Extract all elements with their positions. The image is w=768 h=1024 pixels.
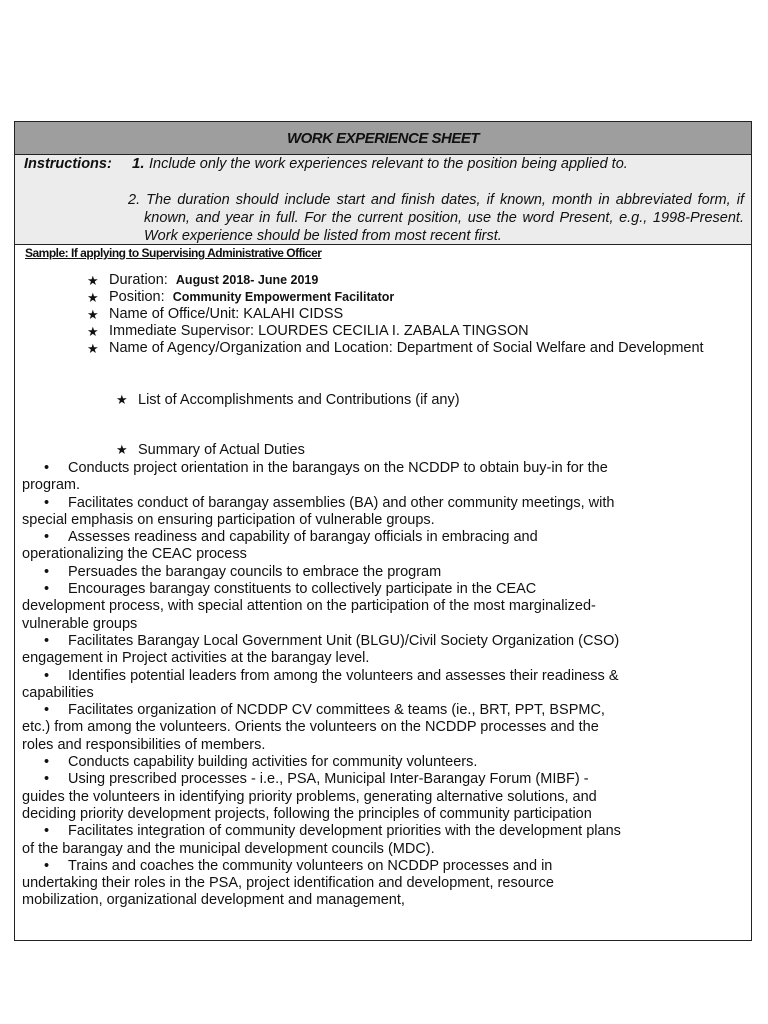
star-bullet-icon: ★	[87, 307, 99, 322]
position-label: Position:	[109, 289, 165, 305]
detail-agency	[87, 340, 745, 357]
duty-item	[22, 668, 622, 703]
star-bullet-icon: ★	[87, 324, 99, 339]
duty-item	[22, 754, 622, 771]
duty-item	[22, 771, 622, 823]
bullet-icon: •	[44, 460, 50, 476]
supervisor-text: Immediate Supervisor: LOURDES CECILIA I. ZABALA TINGSON	[109, 323, 529, 339]
instruction-number-1: 1.	[132, 155, 145, 172]
star-bullet-icon: ★	[87, 290, 99, 305]
detail-position	[87, 289, 745, 306]
agency-text: Name of Agency/Organization and Location: Department of Social Welfare and Development	[109, 340, 704, 356]
star-bullet-icon: ★	[87, 341, 99, 356]
bullet-icon: •	[44, 754, 50, 771]
duty-item	[22, 564, 622, 581]
accomplishments-label: List of Accomplishments and Contributions (if any)	[138, 392, 460, 408]
bullet-icon: •	[44, 857, 50, 874]
detail-duration	[87, 272, 745, 289]
instructions-section	[15, 155, 751, 245]
duty-item	[22, 633, 622, 668]
duty-text: Facilitates Barangay Local Government Unit (BLGU)/Civil Society Organization (CSO) engagement in Project activities at the barangay level.	[22, 632, 620, 667]
bullet-icon: •	[44, 771, 50, 788]
duty-text: Conducts capability building activities for community volunteers.	[68, 754, 478, 771]
office-text: Name of Office/Unit: KALAHI CIDSS	[109, 306, 344, 322]
duty-item	[22, 823, 622, 858]
bullet-icon: •	[44, 667, 50, 684]
detail-supervisor	[87, 323, 745, 340]
bullet-icon: •	[44, 581, 50, 598]
star-bullet-icon: ★	[87, 273, 99, 288]
instruction-item-2: 2. The duration should include start and finish dates, if known, month in abbreviated form, if known, and year in full. For the current position, use the word Present, e.g., 1998-Present. Work experience should be listed from most recent first.	[128, 192, 744, 244]
duty-text: Conducts project orientation in the barangays on the NCDDP to obtain buy-in for the program.	[22, 460, 608, 494]
duty-item	[22, 702, 622, 754]
duty-item	[22, 581, 622, 633]
sheet-title: WORK EXPERIENCE SHEET	[15, 122, 751, 155]
duty-text: Facilitates integration of community development priorities with the development plans of the barangay and the municipal development councils (MDC).	[22, 823, 621, 857]
detail-office	[87, 306, 745, 323]
star-bullet-icon: ★	[116, 392, 128, 407]
duty-text: Using prescribed processes - i.e., PSA, Municipal Inter-Barangay Forum (MIBF) - guides the volunteers in identifying priority problems, generating alternative solutions, and deciding priority development projects, following the principles of community participation	[22, 771, 597, 822]
work-details-list	[87, 272, 745, 357]
duties-list	[22, 460, 622, 910]
duration-label: Duration:	[109, 272, 168, 288]
duty-text: Identifies potential leaders from among the volunteers and assesses their readiness & capabilities	[22, 667, 619, 701]
work-experience-sheet	[14, 121, 752, 941]
duty-item	[22, 858, 622, 910]
duty-text: Persuades the barangay councils to embrace the program	[68, 563, 442, 580]
instructions-label: Instructions:	[24, 156, 112, 172]
sample-heading: Sample: If applying to Supervising Administrative Officer	[25, 246, 322, 260]
bullet-icon: •	[44, 529, 50, 546]
summary-label: Summary of Actual Duties	[138, 442, 305, 458]
duty-item	[22, 460, 622, 495]
duty-text: Assesses readiness and capability of barangay officials in embracing and operationalizing the CEAC process	[22, 529, 538, 563]
instruction-item-1: Include only the work experiences relevant to the position being applied to.	[149, 156, 628, 172]
summary-item	[116, 442, 305, 458]
bullet-icon: •	[44, 563, 50, 580]
duration-value: August 2018- June 2019	[175, 273, 319, 287]
duty-text: Trains and coaches the community volunteers on NCDDP processes and in undertaking their roles in the PSA, project identification and development, resource mobilization, organizational development and management,	[22, 857, 554, 909]
duty-item	[22, 495, 622, 530]
duty-text: Encourages barangay constituents to collectively participate in the CEAC development process, with special attention on the participation of the most marginalized-vulnerable groups	[22, 581, 596, 632]
position-value: Community Empowerment Facilitator	[172, 290, 395, 304]
duty-item	[22, 529, 622, 564]
bullet-icon: •	[44, 823, 50, 840]
bullet-icon: •	[44, 494, 50, 511]
accomplishments-item	[116, 392, 460, 408]
bullet-icon: •	[44, 632, 50, 649]
star-bullet-icon: ★	[116, 442, 128, 457]
duty-text: Facilitates conduct of barangay assemblies (BA) and other community meetings, with special emphasis on ensuring participation of vulnerable groups.	[22, 494, 615, 528]
bullet-icon: •	[44, 702, 50, 719]
duty-text: Facilitates organization of NCDDP CV committees & teams (ie., BRT, PPT, BSPMC, etc.) from among the volunteers. Orients the volunteers on the NCDDP processes and the roles and responsibilities of members.	[22, 702, 605, 753]
